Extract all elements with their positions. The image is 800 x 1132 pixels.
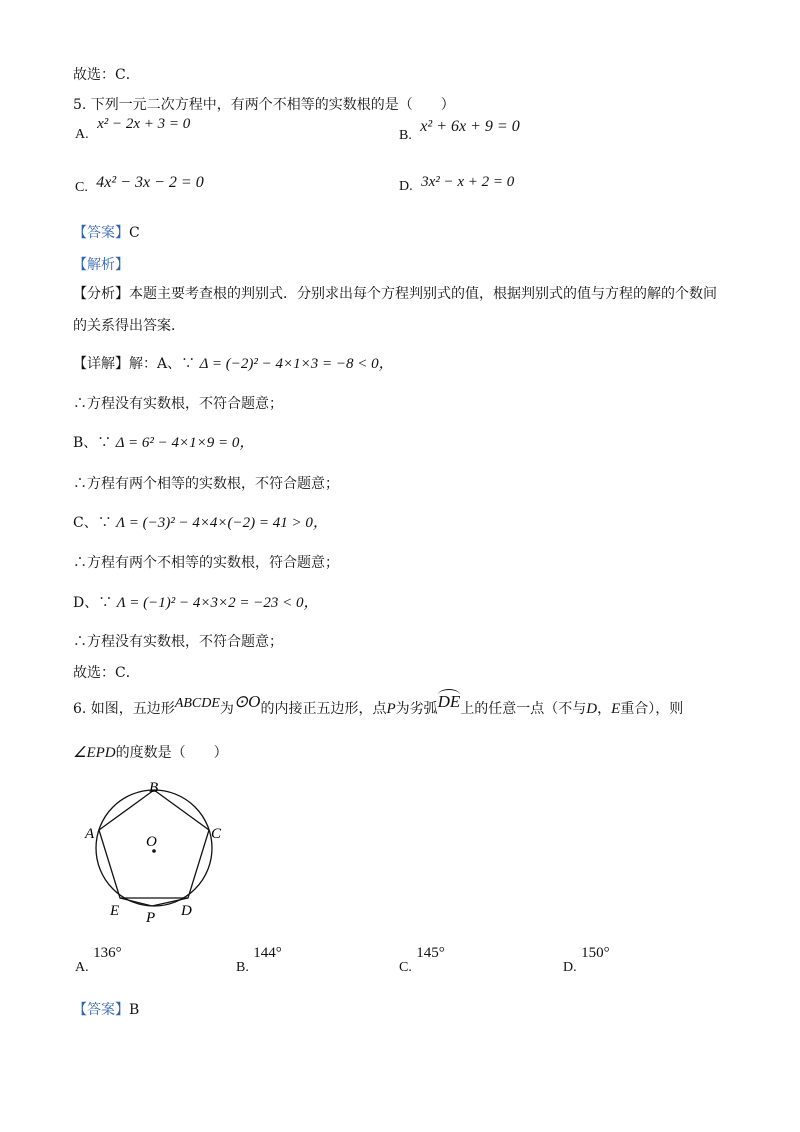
q6-stem-part6: 重合），则	[620, 701, 684, 717]
q6-stem-part5: 上的任意一点（不与	[460, 701, 587, 717]
q5-option-c-expr: 4x² − 3x − 2 = 0	[96, 174, 204, 191]
q5-option-b-label: B.	[399, 128, 412, 143]
prev-choice: 故选：C．	[73, 67, 140, 83]
q5-conclusion-d: ∴方程没有实数根，不符合题意；	[73, 634, 283, 650]
q5-option-a	[75, 116, 191, 143]
q5-answer	[73, 222, 140, 242]
q6-stem-e: E	[611, 701, 621, 717]
q6-stem-part4: 为劣弧	[395, 701, 438, 717]
q6-stem-angle: ∠EPD	[73, 745, 116, 761]
q6-stem-part3: 的内接正五边形，点	[260, 701, 387, 717]
q5-detail-d-prefix: D、∵	[73, 595, 113, 611]
q5-detail-a	[73, 352, 394, 373]
segments-ep-pd	[120, 898, 188, 906]
q6-option-d-value: 150°	[581, 945, 610, 961]
q5-answer-tag: 【答案】	[73, 225, 129, 241]
q6-stem-arc: DE	[438, 689, 461, 711]
q5-conclusion-c: ∴方程有两个不相等的实数根，符合题意；	[73, 555, 339, 571]
q6-option-d	[563, 945, 610, 975]
q5-option-b-expr: x² + 6x + 9 = 0	[420, 118, 520, 135]
q6-stem-comma: ，	[597, 701, 612, 717]
q6-stem-part7: 的度数是（ ）	[115, 745, 228, 761]
q6-stem-abcde: ABCDE	[174, 696, 220, 711]
q6-stem-part1: 6. 如图，五边形	[73, 701, 175, 717]
q6-option-d-label: D.	[563, 960, 577, 975]
label-o: O	[146, 834, 157, 850]
q5-detail-c-prefix: C、∵	[73, 515, 112, 531]
q6-option-c-value: 145°	[416, 945, 445, 961]
q5-stem: 5. 下列一元二次方程中，有两个不相等的实数根的是（ ）	[73, 97, 455, 113]
q5-option-b	[399, 118, 520, 144]
q6-option-c	[399, 945, 445, 975]
q6-answer	[73, 999, 139, 1019]
q6-option-a	[75, 945, 122, 975]
q6-stem-d: D	[586, 701, 598, 717]
q5-detail-b-expr: Δ = 6² − 4×1×9 = 0，	[115, 435, 255, 451]
q6-option-b	[236, 945, 282, 975]
q5-fenxi-line2: 的关系得出答案．	[73, 318, 185, 334]
q5-detail-a-expr: Δ = (−2)² − 4×1×3 = −8 < 0，	[199, 356, 394, 372]
label-p: P	[146, 910, 156, 925]
q5-detail-d-expr: Λ = (−1)² − 4×3×2 = −23 < 0，	[116, 595, 319, 611]
q6-option-b-label: B.	[236, 960, 249, 975]
q5-option-d-label: D.	[399, 179, 413, 194]
q6-stem-part2: 为	[219, 701, 234, 717]
q5-option-c-label: C.	[75, 180, 88, 195]
q5-final-choice: 故选：C．	[73, 665, 140, 681]
q5-detail-c	[73, 511, 328, 532]
q6-option-a-value: 136°	[93, 945, 122, 961]
q5-detail-a-prefix: 解：A、∵	[129, 356, 196, 372]
q5-analysis-tag: 【解析】	[73, 257, 129, 273]
q6-option-b-value: 144°	[253, 945, 282, 961]
q5-detail-tag: 【详解】	[73, 356, 129, 372]
label-a: A	[85, 826, 95, 842]
label-e: E	[110, 903, 120, 919]
q6-stem-line1	[73, 692, 684, 718]
q5-answer-value: C	[129, 225, 140, 241]
q5-detail-b-prefix: B、∵	[73, 435, 112, 451]
q5-detail-d	[73, 591, 318, 612]
q5-option-d	[399, 174, 515, 195]
q5-detail-b	[73, 431, 254, 452]
q5-fenxi-line1	[73, 283, 717, 303]
q5-detail-c-expr: Λ = (−3)² − 4×4×(−2) = 41 > 0，	[116, 515, 328, 531]
label-b: B	[149, 780, 159, 796]
q5-fenxi-tag: 【分析】	[73, 286, 129, 302]
label-c: C	[211, 826, 222, 842]
q6-option-a-label: A.	[75, 960, 89, 975]
q5-fenxi-text1: 本题主要考查根的判别式．分别求出每个方程判别式的值，根据判别式的值与方程的解的个数间	[129, 286, 717, 302]
q5-option-c	[75, 174, 204, 196]
q5-option-a-label: A.	[75, 127, 89, 142]
q5-conclusion-b: ∴方程有两个相等的实数根，不符合题意；	[73, 476, 339, 492]
q5-conclusion-a: ∴方程没有实数根，不符合题意；	[73, 396, 283, 412]
q6-answer-tag: 【答案】	[73, 1002, 129, 1018]
q5-option-a-expr: x² − 2x + 3 = 0	[97, 116, 191, 132]
q6-option-c-label: C.	[399, 960, 412, 975]
q6-answer-value: B	[129, 1002, 140, 1018]
q6-stem-line2	[73, 742, 228, 762]
q6-stem-p: P	[386, 701, 396, 717]
pentagon-figure	[80, 775, 240, 925]
label-d: D	[181, 903, 192, 919]
q6-stem-circle: ⊙O	[233, 692, 261, 711]
q5-option-d-expr: 3x² − x + 2 = 0	[421, 174, 515, 190]
